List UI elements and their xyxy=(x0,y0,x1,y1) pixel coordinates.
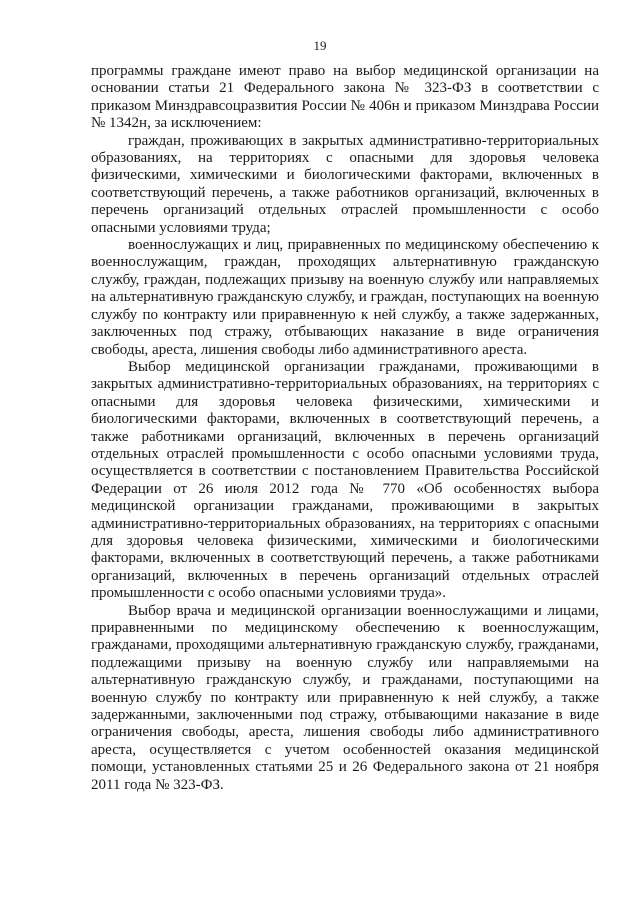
paragraph-exception-military: военнослужащих и лиц, приравненных по медицинскому обеспечению к военнослужащим, граждан, проходящих альтернативную гражданскую службу, граждан, подлежащих призыву на военную службу или направляемых на альтернативную гражданскую службу, и граждан, поступающих на военную службу по контракту или приравненную к ней службу, а также задержанных, заключенных под стражу, отбывающих наказание в виде ограничения свободы, ареста, лишения свободы либо административного ареста. xyxy=(91,237,599,358)
paragraph-intro: программы граждане имеют право на выбор медицинской организации на основании статьи 21 Федерального закона № 323-ФЗ в соответствии с приказом Минздравсоцразвития России № 406н и приказом Минздрава России № 1342н, за исключением: xyxy=(91,63,599,132)
paragraph-choice-military: Выбор врача и медицинской организации военнослужащими и лицами, приравненными по медицинскому обеспечению к военнослужащим, гражданами, проходящими альтернативную гражданскую службу, гражданами, подлежащими призыву на военную службу или направляемыми на альтернативную гражданскую службу, и гражданами, поступающими на военную службу по контракту или приравненную к ней службу, а также задержанными, заключенными под стражу, отбывающими наказание в виде ограничения свободы, ареста, лишения свободы либо административного ареста, осуществляется с учетом особенностей оказания медицинской помощи, установленных статьями 25 и 26 Федерального закона от 21 ноября 2011 года № 323-ФЗ. xyxy=(91,602,599,793)
document-body xyxy=(91,63,599,794)
paragraph-exception-closed-territories: граждан, проживающих в закрытых административно-территориальных образованиях, на территориях с опасными для здоровья человека физическими, химическими и биологическими факторами, включенных в соответствующий перечень, а также работников организаций, включенных в перечень организаций отдельных отраслей промышленности с особо опасными условиями труда; xyxy=(91,132,599,236)
paragraph-choice-closed-territories: Выбор медицинской организации гражданами, проживающими в закрытых административно-территориальных образованиях, на территориях с опасными для здоровья человека физическими, химическими и биологическими факторами, включенных в соответствующий перечень, а также работниками организаций, включенных в перечень организаций отдельных отраслей промышленности с особо опасными условиями труда, осуществляется в соответствии с постановлением Правительства Российской Федерации от 26 июля 2012 года № 770 «Об особенностях выбора медицинской организации гражданами, проживающими в закрытых административно-территориальных образованиях, на территориях с опасными для здоровья человека физическими, химическими и биологическими факторами, включенных в соответствующий перечень, а также работниками организаций, включенных в перечень организаций отдельных отраслей промышленности с особо опасными условиями труда». xyxy=(91,358,599,602)
page-number: 19 xyxy=(313,38,327,53)
